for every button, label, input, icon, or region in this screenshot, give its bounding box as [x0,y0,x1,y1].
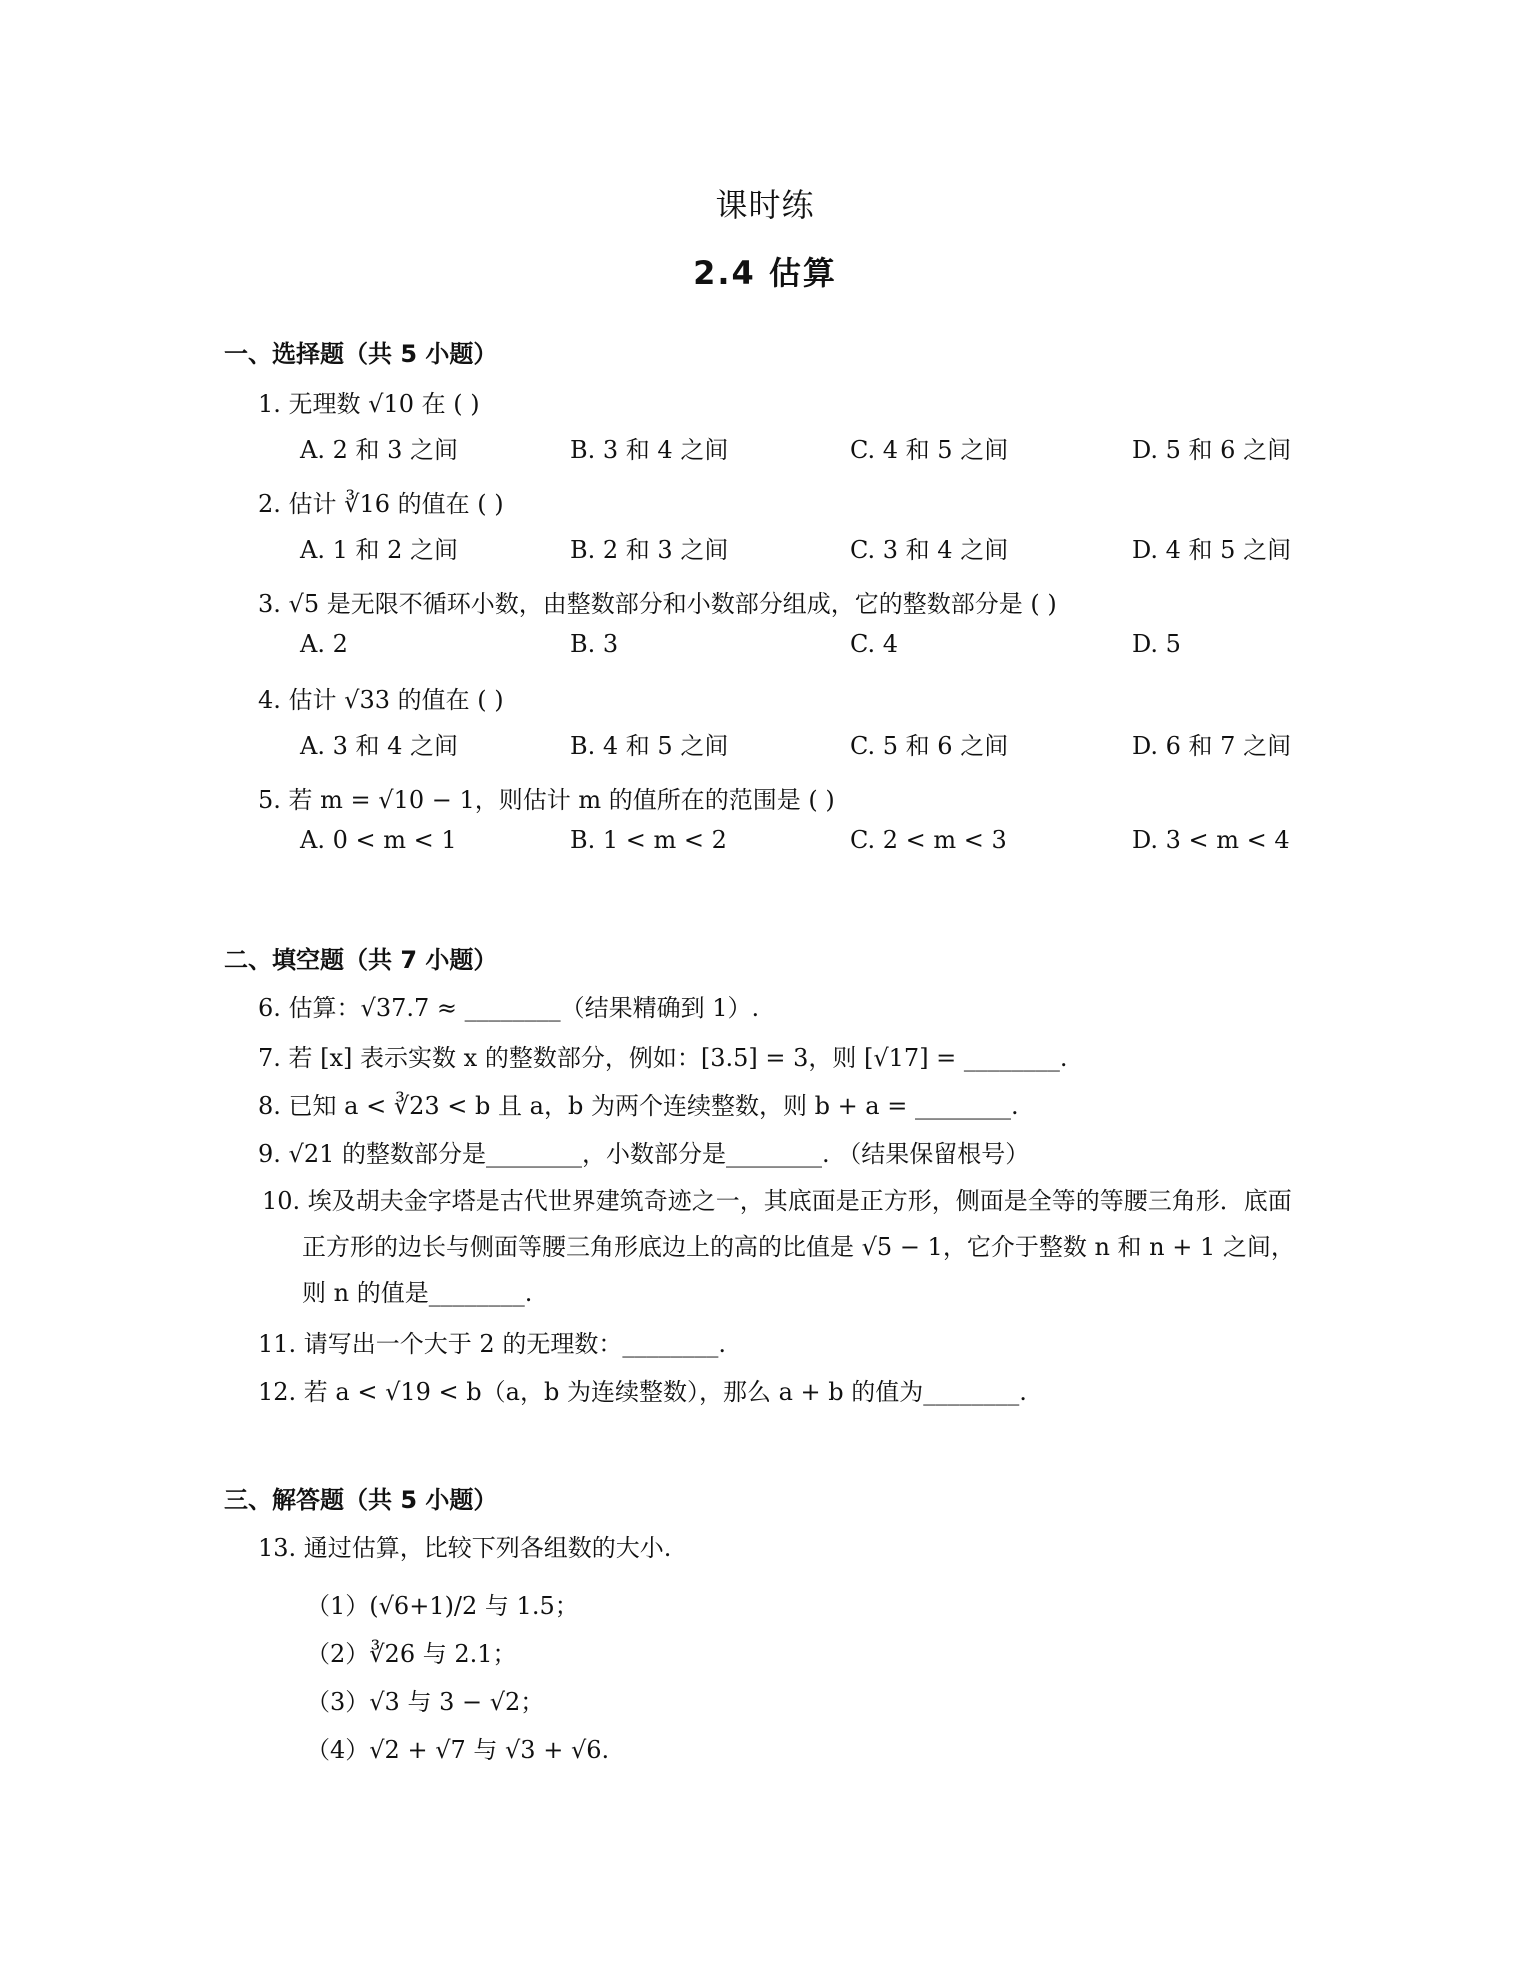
question-13: 13. 通过估算，比较下列各组数的大小. [258,1534,672,1562]
option-b: B. 3 和 4 之间 [570,436,729,464]
question-13-part-1: （1）(√6+1)/2 与 1.5； [306,1592,579,1620]
option-a: A. 2 [300,630,348,658]
question-12: 12. 若 a < √19 < b（a，b 为连续整数），那么 a + b 的值为________. [258,1378,1027,1406]
question-8: 8. 已知 a < ∛23 < b 且 a，b 为两个连续整数，则 b + a = ________. [258,1092,1019,1120]
option-b: B. 4 和 5 之间 [570,732,729,760]
option-b: B. 1 < m < 2 [570,826,727,854]
worksheet-subtitle: 课时练 [715,186,815,224]
option-b: B. 2 和 3 之间 [570,536,729,564]
option-d: D. 3 < m < 4 [1132,826,1290,854]
option-c: C. 4 和 5 之间 [850,436,1009,464]
option-d: D. 5 [1132,630,1181,658]
question-4-options [300,726,1350,762]
question-9: 9. √21 的整数部分是________，小数部分是________. （结果保留根号） [258,1140,1030,1168]
question-3: 3. √5 是无限不循环小数，由整数部分和小数部分组成，它的整数部分是 ( ) [258,590,1057,618]
question-3-options [300,630,1350,666]
option-c: C. 3 和 4 之间 [850,536,1009,564]
option-d: D. 4 和 5 之间 [1132,536,1292,564]
option-c: C. 2 < m < 3 [850,826,1007,854]
question-7: 7. 若 [x] 表示实数 x 的整数部分，例如：[3.5] = 3，则 [√17] = ________. [258,1044,1068,1072]
option-d: D. 6 和 7 之间 [1132,732,1292,760]
section-heading-answer: 三、解答题（共 5 小题） [224,1486,498,1514]
option-d: D. 5 和 6 之间 [1132,436,1292,464]
option-c: C. 4 [850,630,899,658]
option-a: A. 2 和 3 之间 [300,436,459,464]
question-11: 11. 请写出一个大于 2 的无理数：________. [258,1330,726,1358]
question-13-part-4: （4）√2 + √7 与 √3 + √6. [306,1736,610,1764]
question-5: 5. 若 m = √10 − 1，则估计 m 的值所在的范围是 ( ) [258,786,835,814]
question-1-options [300,430,1350,466]
question-5-options [300,826,1350,862]
section-heading-fill: 二、填空题（共 7 小题） [224,946,498,974]
question-6: 6. 估算：√37.7 ≈ ________（结果精确到 1）. [258,994,760,1022]
option-a: A. 0 < m < 1 [300,826,457,854]
option-a: A. 1 和 2 之间 [300,536,459,564]
worksheet-title: 2.4 估算 [693,254,837,292]
question-2-options [300,530,1350,566]
question-1: 1. 无理数 √10 在 ( ) [258,390,480,418]
question-4: 4. 估计 √33 的值在 ( ) [258,686,504,714]
option-a: A. 3 和 4 之间 [300,732,459,760]
question-2: 2. 估计 ∛16 的值在 ( ) [258,490,504,518]
question-13-part-3: （3）√3 与 3 − √2； [306,1688,545,1716]
question-10: 10. 埃及胡夫金字塔是古代世界建筑奇迹之一，其底面是正方形，侧面是全等的等腰三角形．底面正方形的边长与侧面等腰三角形底边上的高的比值是 √5 − 1，它介于整数 n 和 n + 1 之间，则 n 的值是________. [262,1187,1295,1307]
option-c: C. 5 和 6 之间 [850,732,1009,760]
section-heading-choice: 一、选择题（共 5 小题） [224,340,498,368]
option-b: B. 3 [570,630,619,658]
question-13-part-2: （2）∛26 与 2.1； [306,1640,517,1668]
